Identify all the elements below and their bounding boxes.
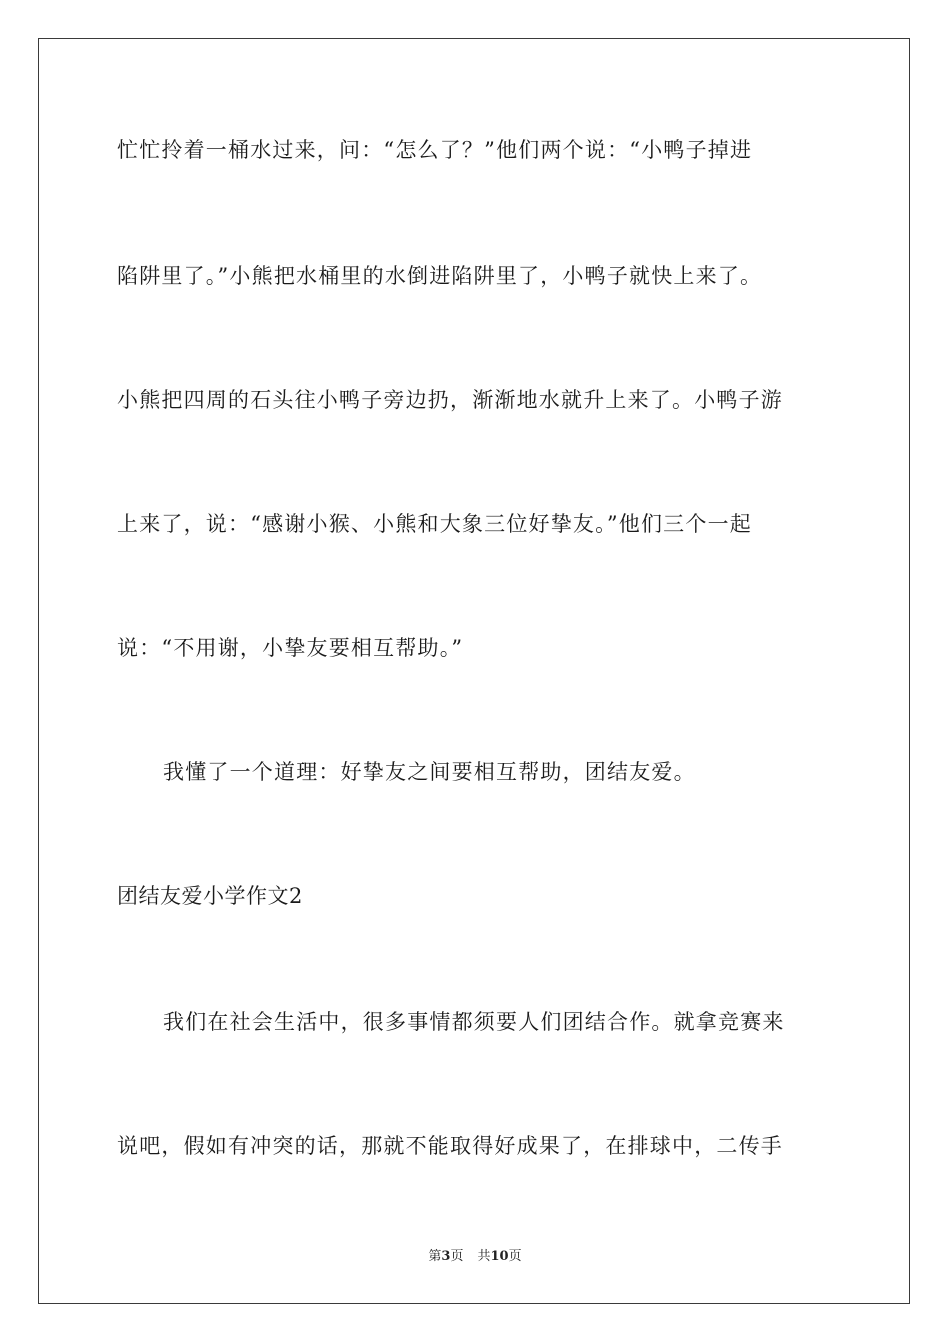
body-line-7: 我们在社会生活中，很多事情都须要人们团结合作。就拿竞赛来 (163, 1010, 785, 1034)
body-line-8: 说吧，假如有冲突的话，那就不能取得好成果了，在排球中，二传手 (117, 1134, 783, 1158)
footer-page-suffix: 页 (450, 1249, 464, 1264)
section-heading: 团结友爱小学作文2 (117, 884, 303, 908)
body-line-5: 说：“不用谢，小挚友要相互帮助。” (117, 636, 464, 660)
body-line-2: 陷阱里了。”小熊把水桶里的水倒进陷阱里了，小鸭子就快上来了。 (117, 264, 763, 288)
footer-page-total: 10 (490, 1249, 509, 1264)
footer-total-suffix: 页 (508, 1249, 522, 1264)
body-line-1: 忙忙拎着一桶水过来，问：“怎么了？”他们两个说：“小鸭子掉进 (117, 138, 753, 162)
body-line-6: 我懂了一个道理：好挚友之间要相互帮助，团结友爱。 (163, 760, 696, 784)
page-footer (0, 1248, 950, 1266)
footer-page-current: 3 (441, 1249, 451, 1264)
body-line-3: 小熊把四周的石头往小鸭子旁边扔，渐渐地水就升上来了。小鸭子游 (117, 388, 783, 412)
page-border (38, 38, 910, 1304)
footer-page-prefix: 第 (428, 1249, 442, 1264)
footer-total-prefix: 共 (477, 1249, 491, 1264)
body-line-4: 上来了，说：“感谢小猴、小熊和大象三位好挚友。”他们三个一起 (117, 512, 752, 536)
